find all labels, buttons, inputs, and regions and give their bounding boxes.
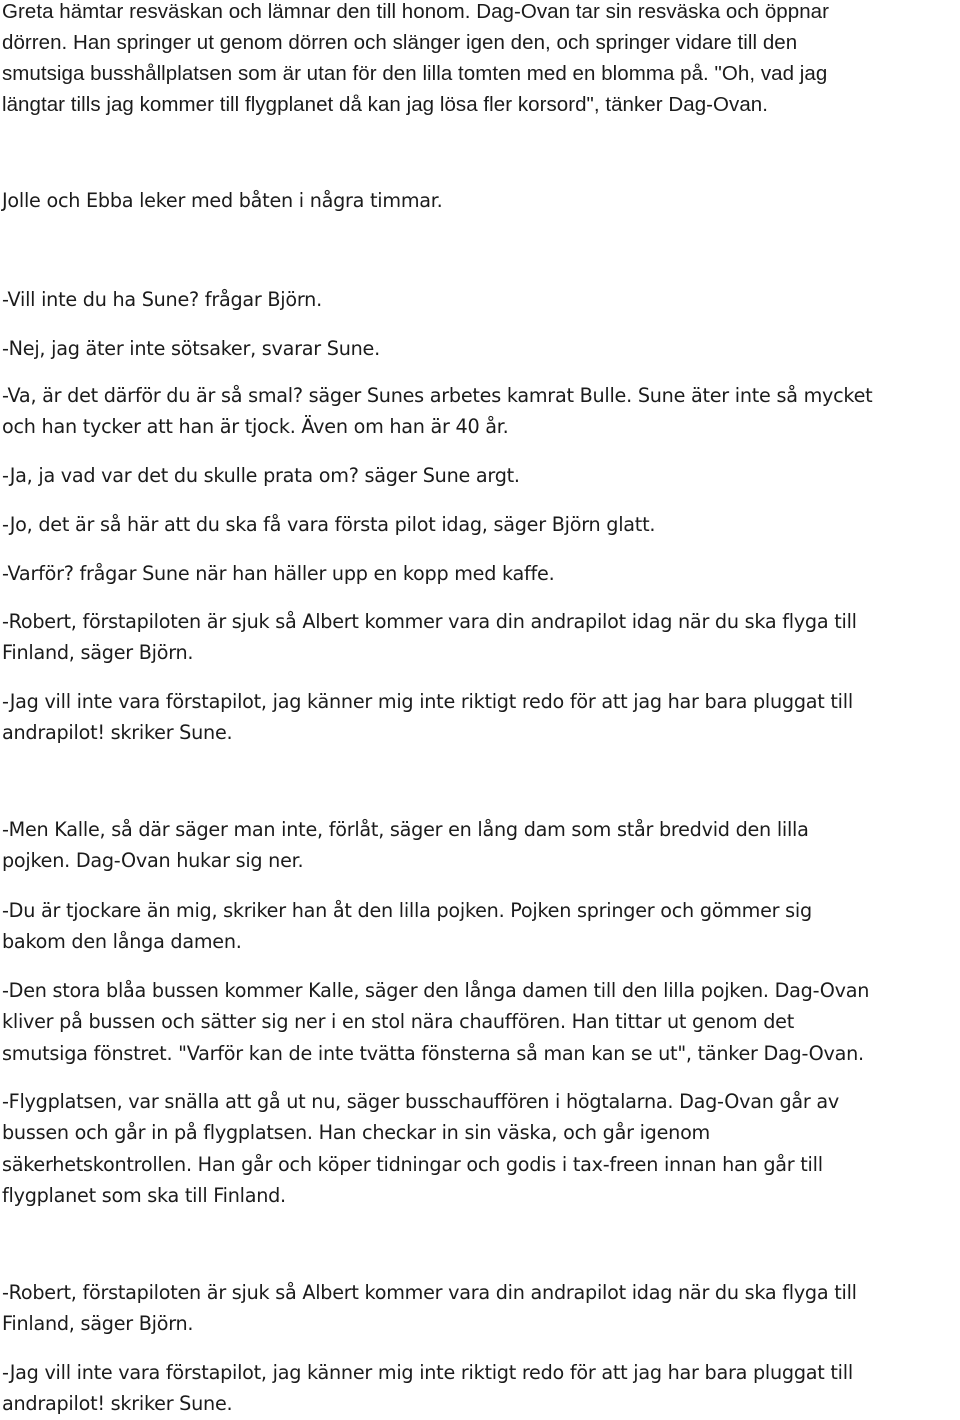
paragraph-jag-vill-inte-repeat: -Jag vill inte vara förstapilot, jag känner mig inte riktigt redo för att jag har bara pluggat till andrapilot! skriker Sune. [2, 1361, 853, 1416]
paragraph-robert-sjuk: -Robert, förstapiloten är sjuk så Albert kommer vara din andrapilot idag när du ska flyga till Finland, säger Björn. [2, 610, 857, 665]
paragraph-men-kalle: -Men Kalle, så där säger man inte, förlåt, säger en lång dam som står bredvid den lilla pojken. Dag-Ovan hukar sig ner. [2, 818, 809, 873]
paragraph-du-ar-tjockare: -Du är tjockare än mig, skriker han åt den lilla pojken. Pojken springer och gömmer sig bakom den långa damen. [2, 899, 812, 954]
paragraph-jag-vill-inte: -Jag vill inte vara förstapilot, jag känner mig inte riktigt redo för att jag har bara pluggat till andrapilot! skriker Sune. [2, 690, 853, 745]
paragraph-varfor-kaffe: -Varför? frågar Sune när han häller upp en kopp med kaffe. [2, 562, 555, 585]
paragraph-va-smal: -Va, är det därför du är så smal? säger Sunes arbetes kamrat Bulle. Sune äter inte så mycket och han tycker att han är tjock. Även om han är 40 år. [2, 384, 873, 439]
paragraph-jo-pilot: -Jo, det är så här att du ska få vara första pilot idag, säger Björn glatt. [2, 513, 656, 536]
paragraph-ja-prata: -Ja, ja vad var det du skulle prata om? säger Sune argt. [2, 464, 520, 487]
paragraph-nej-sotsaker: -Nej, jag äter inte sötsaker, svarar Sune. [2, 337, 380, 360]
paragraph-jolle-ebba: Jolle och Ebba leker med båten i några timmar. [2, 189, 443, 212]
paragraph-vill-inte-du: -Vill inte du ha Sune? frågar Björn. [2, 288, 322, 311]
paragraph-stora-blaa-bussen: -Den stora blåa bussen kommer Kalle, säger den långa damen till den lilla pojken. Dag-Ovan kliver på bussen och sätter sig ner i en stol nära chauffören. Han tittar ut genom det smutsiga fönstret. "Varför kan de inte tvätta fönsterna så man kan se ut", tänker Dag-Ovan. [2, 979, 870, 1065]
paragraph-greta-resvaska: Greta hämtar resväskan och lämnar den till honom. Dag-Ovan tar sin resväska och öppnar dörren. Han springer ut genom dörren och slänger igen den, och springer vidare till den smutsiga busshållplatsen som är utan för den lilla tomten med en blomma på. "Oh, vad jag längtar tills jag kommer till flygplanet då kan jag lösa fler korsord", tänker Dag-Ovan. [2, 0, 829, 116]
paragraph-robert-sjuk-repeat: -Robert, förstapiloten är sjuk så Albert kommer vara din andrapilot idag när du ska flyga till Finland, säger Björn. [2, 1281, 857, 1336]
paragraph-flygplatsen: -Flygplatsen, var snälla att gå ut nu, säger busschauffören i högtalarna. Dag-Ovan går av bussen och går in på flygplatsen. Han checkar in sin väska, och går igenom säkerhetskontrollen. Han går och köper tidningar och godis i tax-freen innan han går till flygplanet som ska till Finland. [2, 1090, 840, 1207]
